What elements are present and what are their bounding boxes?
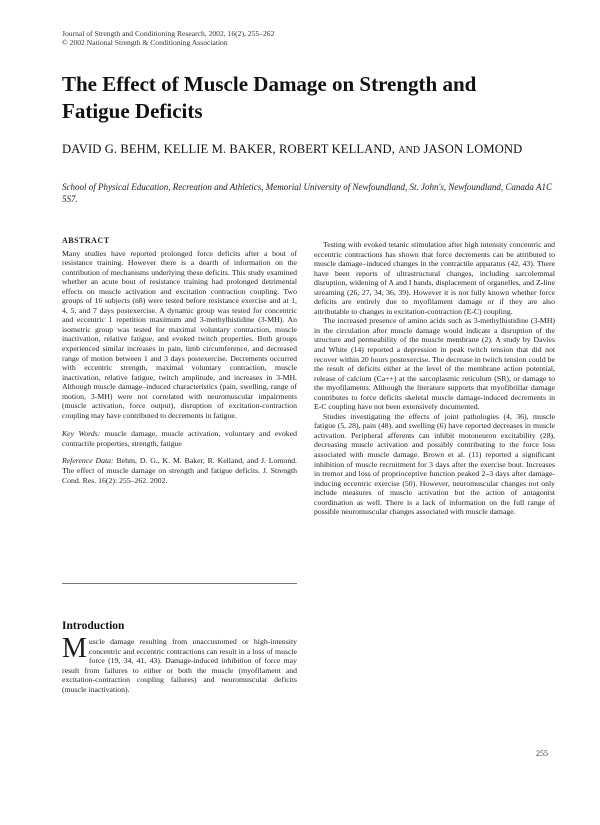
keywords-text: muscle damage, muscle activation, voluntary and evoked contractile properties, strength, fatigue <box>62 429 297 448</box>
reference-data-label: Reference Data: <box>62 456 114 466</box>
paragraph: Testing with evoked tetanic stimulation after high intensity concentric and eccentric contractions has shown that force decrements can be attributed to muscle damage–induced changes in the contractile apparatus (42, 43). There have been reports of ultrastructural changes, including sarcolemmal disruption, widening of A and I bands, displacement of organelles, and Z-line streaming (26, 27, 34, 36, 39). However it is not fully known whether force deficits are entirely due to myofilament damage or if they are also attributable to changes in excitation-contraction (E-C) coupling. <box>314 240 555 316</box>
paragraph: The increased presence of amino acids such as 3-methylhistidine (3-MH) in the circulation after muscle damage would indicate a disruption of the structure and permeability of the muscle membrane (2). A study by Davies and White (14) reported a depression in peak twitch tension that did not recover within 20 hours postexercise. The decrease in twitch tension could be the result of deficits either at the level of the membrane action potential, release of calcium (Ca++) at the sarcoplasmic reticulum (SR), or damage to the myofilaments. Although the literature supports that myofibrillar damage contributes to force deficits skeletal muscle damage-induced decrements in E-C coupling have not been extensively documented. <box>314 316 555 412</box>
paragraph: Studies investigating the effects of joint pathologies (4, 36), muscle fatigue (5, 28), pain (48), and swelling (6) have reported decreases in muscle activation. Peripheral afferents can inhibit motoneuron excitability (28), decreasing muscle activation and possibly contributing to the force loss associated with muscle damage. Brown et al. (11) reported a significant inhibition of muscle recruitment for 3 days after the exercise bout. Increases in tremor and loss of proprioceptive function peaked 2–3 days after damage-inducing eccentric exercise (50). However, neuromuscular changes not only include measures of muscle activation but the action of antagonist coordination as well. There is a lack of information on the full range of possible neuromuscular changes associated with muscle damage. <box>314 411 555 517</box>
reference-data-text: Behm, D. G., K. M. Baker, R. Kelland, and J. Lomond. The effect of muscle damage on strength and fatigue deficits. J. Strength Cond. Res. 16(2): 255–262. 2002. <box>62 456 298 485</box>
affiliation: School of Physical Education, Recreation and Athletics, Memorial University of Newfoundland, St. John's, Newfoundland, Canada A1C 5S7. <box>62 182 552 204</box>
keywords-label: Key Words: <box>62 429 101 439</box>
keywords <box>62 429 297 448</box>
author-names: DAVID G. BEHM, KELLIE M. BAKER, ROBERT KELLAND, <box>62 142 396 156</box>
introduction-heading: Introduction <box>62 620 125 632</box>
journal-copyright: © 2002 National Strength & Conditioning Association <box>62 38 228 47</box>
page-number: 255 <box>536 749 548 758</box>
article-title: The Effect of Muscle Damage on Strength and Fatigue Deficits <box>62 72 477 123</box>
introduction-body <box>62 633 297 694</box>
drop-cap: M <box>62 633 87 664</box>
right-column <box>314 240 555 517</box>
journal-citation: Journal of Strength and Conditioning Research, 2002, 16(2), 255–262 <box>62 29 275 38</box>
author-conjunction: AND <box>398 145 421 156</box>
introduction-text: uscle damage resulting from unaccustomed or high-intensity concentric and eccentric contractions can result in a loss of muscle force (19, 34, 41, 43). Damage-induced inhibition of force may result from failures to either or both the muscle (myofilament and excitation-contraction coupling failures) and neuromuscular deficits (muscle inactivation). <box>62 637 297 694</box>
author-last: JASON LOMOND <box>423 142 523 156</box>
reference-data <box>62 456 297 485</box>
abstract-body: Many studies have reported prolonged force deficits after a bout of resistance training. However there is a dearth of information on the contribution of mechanisms underlying these deficits. This study examined whether an acute bout of resistance training had prolonged detrimental effects on muscle activation and excitation contraction coupling. Two groups of 16 subjects (n8) were tested before resistance exercise and at 1, 4, 5, and 7 days postexercise. A dynamic group was tested for concentric and eccentric 1 repetition maximum and 3-methylhistidine (3-MH). An isometric group was tested for maximal voluntary contraction, muscle inactivation, relative fatigue, and evoked twitch properties. Both groups experienced similar increases in pain, limb circumference, and decreased range of motion between 1 and 3 days postexercise. Decrements occurred with eccentric strength, maximal voluntary contraction, muscle inactivation, relative fatigue, twitch amplitude, and increases in 3-MH. Although muscle damage–induced characteristics (pain, swelling, range of motion, 3-MH) were not correlated with neuromuscular impairments (muscle activation, force output), disruption of excitation-contraction coupling may have contributed to decrements in fatigue. <box>62 248 297 420</box>
section-divider <box>62 583 297 584</box>
abstract-heading: ABSTRACT <box>62 236 110 245</box>
abstract-section <box>62 236 297 485</box>
author-list <box>62 141 532 159</box>
